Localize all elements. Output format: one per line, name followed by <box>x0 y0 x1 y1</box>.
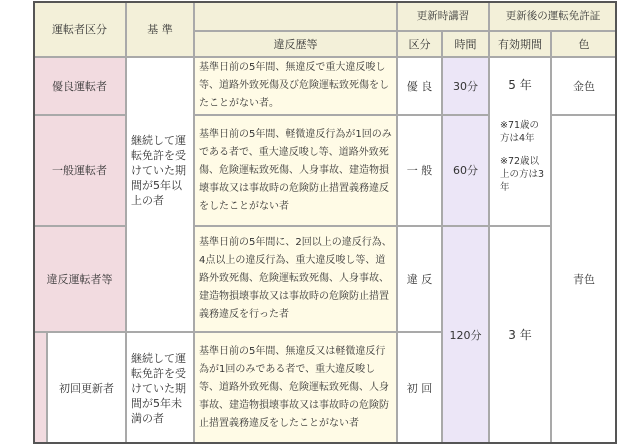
validity-note-72: ※72歳以上の方は3年 <box>500 156 545 193</box>
course-type-general-label: 一 般 <box>406 164 433 177</box>
course-type-excellent-label: 優 良 <box>406 79 433 93</box>
category-general-label: 一般運転者 <box>52 164 107 177</box>
header-renewal-course-label: 更新時講習 <box>416 9 470 22</box>
category-general <box>33 115 126 226</box>
header-violation-history <box>194 31 397 57</box>
criteria-top-blank <box>126 57 194 115</box>
category-first-renewal <box>47 332 126 444</box>
course-time-general-value: 60分 <box>453 164 478 177</box>
category-first-renewal-label: 初回更新者 <box>59 381 114 395</box>
header-validity-label: 有効期間 <box>498 37 542 51</box>
course-type-violator-label: 違 反 <box>406 272 433 286</box>
history-violator <box>194 226 397 332</box>
color-gold <box>551 57 617 115</box>
header-course-type <box>397 31 442 57</box>
history-general-text: 基準日前の5年間、軽微違反行為が1回のみである者で、重大違反唆し等、道路外致死傷、危険運転致死傷、人身事故、建造物損壊事故又は事故時の危険防止措置義務違反をしたことがない者 <box>199 128 392 212</box>
header-course-time <box>442 31 489 57</box>
history-excellent-text: 基準日前の5年間、無違反で重大違反唆し等、道路外致死傷及び危険運転致死傷をしたことがない者。 <box>199 62 389 109</box>
course-time-violator-first <box>442 226 489 444</box>
criteria-violator-blank <box>126 226 194 332</box>
header-driver-category-label: 運転者区分 <box>52 22 107 36</box>
history-excellent <box>194 57 397 115</box>
category-excellent-label: 優良運転者 <box>52 79 107 93</box>
history-first-renewal <box>194 332 397 444</box>
validity-three-year <box>489 226 551 444</box>
validity-five-year-value: 5 年 <box>508 78 532 92</box>
validity-five-year <box>489 57 551 226</box>
color-blue <box>551 115 617 444</box>
history-general <box>194 115 397 226</box>
history-violator-text: 基準日前の5年間に、2回以上の違反行為、4点以上の違反行為、重大違反唆し等、道路外致死傷、危険運転致死傷、人身事故、建造物損壊事故又は事故時の危険防止措置義務違反を行った者 <box>199 237 392 320</box>
course-time-violator-first-value: 120分 <box>449 328 482 342</box>
header-course-type-label: 区分 <box>408 37 431 51</box>
color-blue-label: 青色 <box>573 273 595 286</box>
course-time-excellent <box>442 57 489 115</box>
header-driver-category <box>33 1 126 57</box>
criteria-under-five-text: 継続して運転免許を受けていた期間が5年未満の者 <box>131 351 186 425</box>
header-violation-history-label: 違反歴等 <box>273 37 318 51</box>
header-course-time-label: 時間 <box>454 37 477 51</box>
header-validity <box>489 31 551 57</box>
category-excellent <box>33 57 126 115</box>
validity-note-71: ※71歳の方は4年 <box>500 120 540 144</box>
header-license-after-renewal <box>489 1 617 31</box>
header-license-after-renewal-label: 更新後の運転免許証 <box>505 9 601 22</box>
color-gold-label: 金色 <box>573 79 595 93</box>
course-type-excellent <box>397 57 442 115</box>
category-violator-label: 違反運転者等 <box>46 272 113 286</box>
course-time-general <box>442 115 489 226</box>
criteria-under-five <box>126 332 194 444</box>
criteria-five-plus-text: 継続して運転免許を受けていた期間が5年以上の者 <box>131 134 186 207</box>
course-time-excellent-value: 30分 <box>453 79 478 93</box>
category-violator-stub <box>33 332 47 444</box>
validity-three-year-value: 3 年 <box>508 327 532 342</box>
header-history-blank <box>194 1 397 31</box>
header-renewal-course <box>397 1 489 31</box>
header-color <box>551 31 617 57</box>
course-type-first-renewal-label: 初 回 <box>406 381 433 395</box>
course-type-general <box>397 115 442 226</box>
course-type-first-renewal <box>397 332 442 444</box>
criteria-five-plus <box>126 115 194 226</box>
header-color-label: 色 <box>578 37 590 51</box>
course-type-violator <box>397 226 442 332</box>
header-criteria <box>126 1 194 57</box>
history-first-renewal-text: 基準日前の5年間、無違反又は軽微違反行為が1回のみである者で、重大違反唆し等、道路外致死傷、危険運転致死傷、人身事故、建造物損壊事故又は事故時の危険防止措置義務違反をしたことがない者 <box>199 346 389 429</box>
category-violator <box>33 226 126 332</box>
header-criteria-label: 基 準 <box>147 22 173 36</box>
